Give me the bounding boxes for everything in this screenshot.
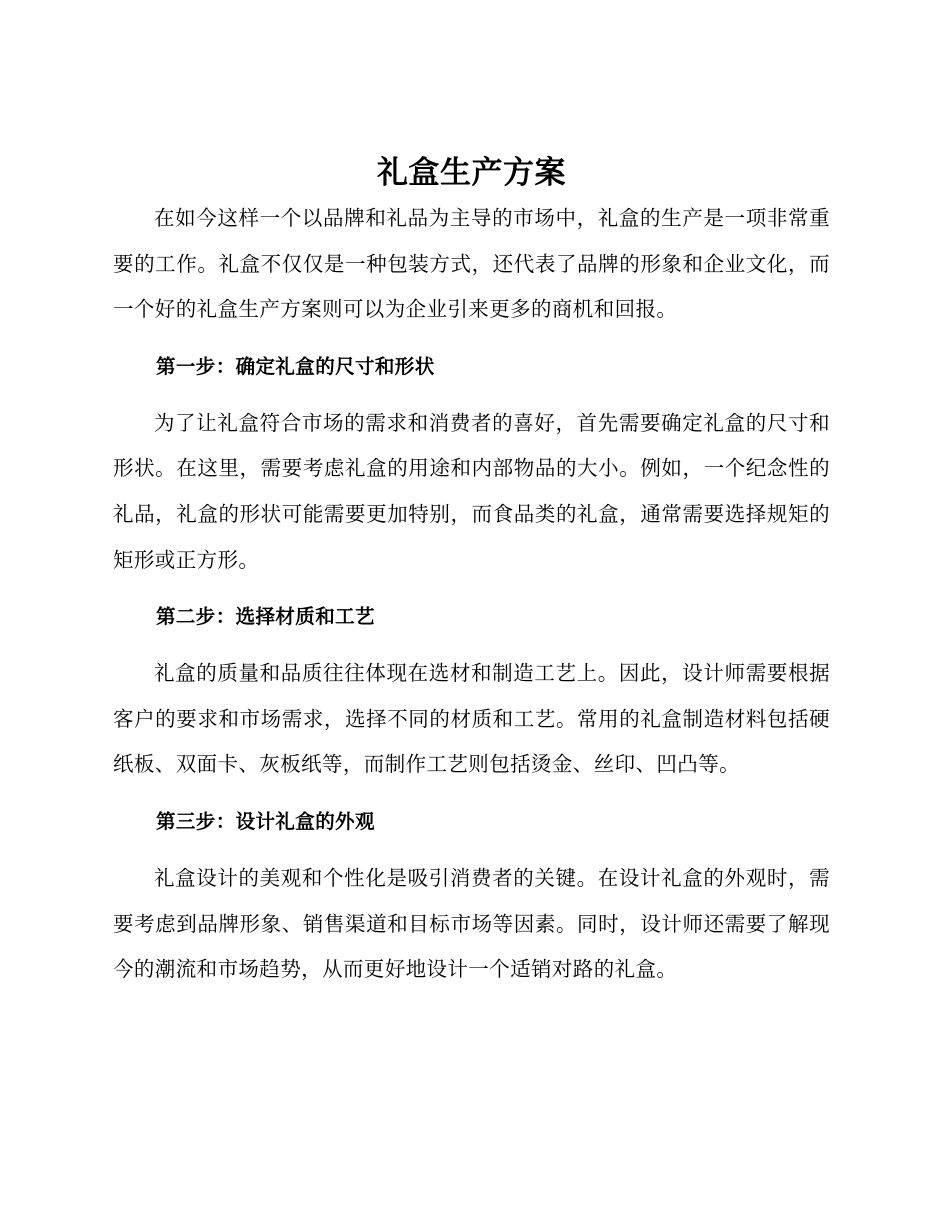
intro-paragraph: 在如今这样一个以品牌和礼品为主导的市场中，礼盒的生产是一项非常重要的工作。礼盒不仅仅是一种包装方式，还代表了品牌的形象和企业文化，而一个好的礼盒生产方案则可以为企业引来更多的商机和回报。 xyxy=(113,206,830,322)
document-title: 礼盒生产方案 xyxy=(377,155,566,191)
step-2-heading: 第二步：选择材质和工艺 xyxy=(156,605,375,629)
step-1-paragraph: 为了让礼盒符合市场的需求和消费者的喜好，首先需要确定礼盒的尺寸和形状。在这里，需要考虑礼盒的用途和内部物品的大小。例如，一个纪念性的礼品，礼盒的形状可能需要更加特别，而食品类的礼盒，通常需要选择规矩的矩形或正方形。 xyxy=(113,410,830,572)
step-3-heading: 第三步：设计礼盒的外观 xyxy=(156,809,375,833)
step-2-paragraph: 礼盒的质量和品质往往体现在选材和制造工艺上。因此，设计师需要根据客户的要求和市场需求，选择不同的材质和工艺。常用的礼盒制造材料包括硬纸板、双面卡、灰板纸等，而制作工艺则包括烫金、丝印、凹凸等。 xyxy=(113,661,830,777)
document-content xyxy=(113,150,830,993)
step-1-heading: 第一步：确定礼盒的尺寸和形状 xyxy=(156,354,435,378)
step-3-paragraph: 礼盒设计的美观和个性化是吸引消费者的关键。在设计礼盒的外观时，需要考虑到品牌形象、销售渠道和目标市场等因素。同时，设计师还需要了解现今的潮流和市场趋势，从而更好地设计一个适销对路的礼盒。 xyxy=(113,865,830,982)
